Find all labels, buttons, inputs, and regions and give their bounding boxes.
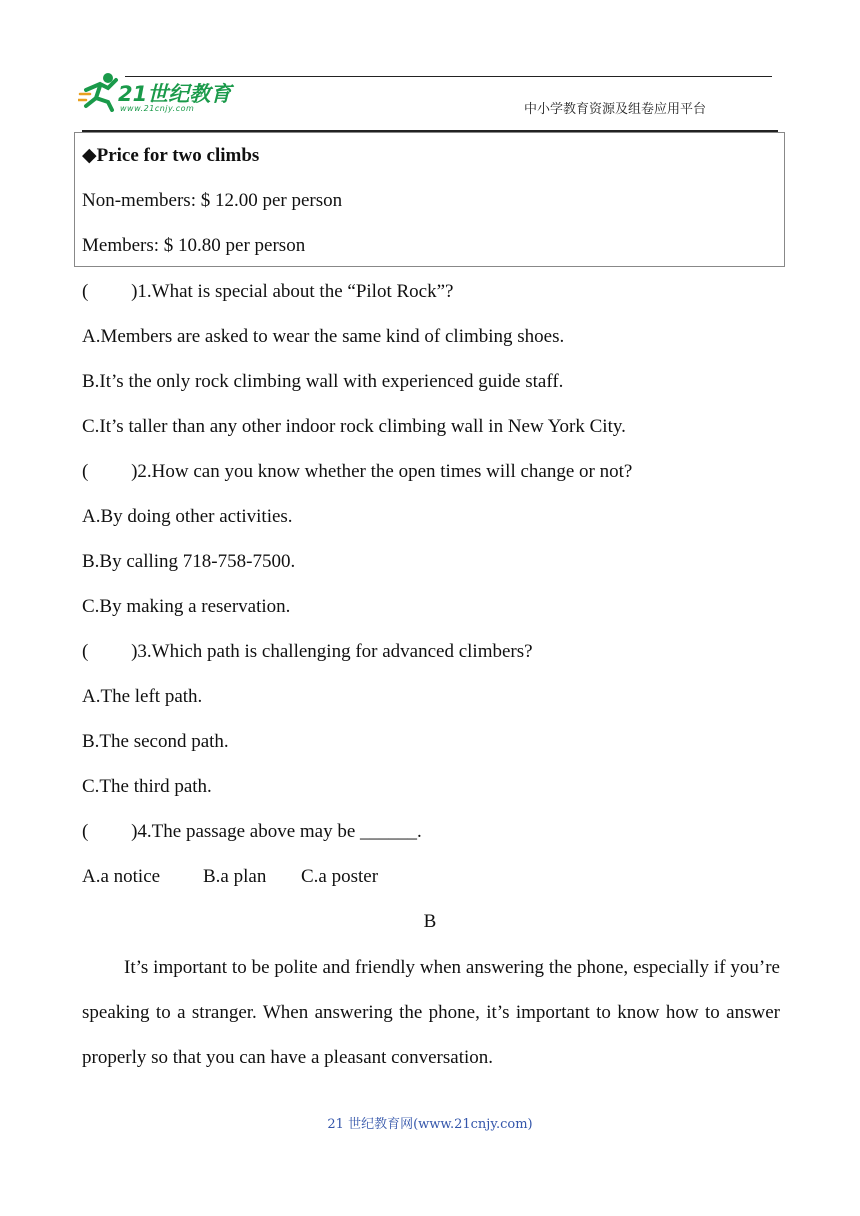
question-4-option-b: B.a plan	[203, 866, 267, 887]
question-2-option-b: B.By calling 718-758-7500.	[82, 551, 296, 572]
page-footer: 21 世纪教育网(www.21cnjy.com)	[327, 1117, 533, 1132]
header-top-rule	[125, 76, 772, 77]
question-3-stem: ( )3.Which path is challenging for advanced climbers?	[82, 641, 533, 662]
question-3-option-c: C.The third path.	[82, 776, 212, 797]
logo-url: www.21cnjy.com	[120, 104, 195, 113]
price-non-members: Non-members: $ 12.00 per person	[82, 190, 343, 211]
section-heading: B	[423, 911, 437, 932]
question-4-option-c: C.a poster	[301, 866, 379, 887]
question-1-option-b: B.It’s the only rock climbing wall with experienced guide staff.	[82, 371, 564, 392]
question-1-stem: ( )1.What is special about the “Pilot Rock”?	[82, 281, 454, 302]
question-3-option-b: B.The second path.	[82, 731, 229, 752]
price-title: ◆Price for two climbs	[82, 145, 260, 166]
question-3-option-a: A.The left path.	[82, 686, 203, 707]
question-4-option-a: A.a notice	[82, 866, 161, 887]
question-2-option-a: A.By doing other activities.	[82, 506, 293, 527]
question-1-option-c: C.It’s taller than any other indoor rock climbing wall in New York City.	[82, 416, 626, 437]
question-2-stem: ( )2.How can you know whether the open times will change or not?	[82, 461, 633, 482]
question-4-stem: ( )4.The passage above may be ______.	[82, 821, 422, 842]
price-members: Members: $ 10.80 per person	[82, 235, 306, 256]
question-1-option-a: A.Members are asked to wear the same kind of climbing shoes.	[82, 326, 565, 347]
section-b-paragraph: It’s important to be polite and friendly when answering the phone, especially if you’re speaking to a stranger. When answering the phone, it’s important to know how to answer properly so that you can have a pleasant conversation.	[82, 957, 780, 1068]
runner-logo-icon	[78, 70, 122, 112]
question-2-option-c: C.By making a reservation.	[82, 596, 291, 617]
logo-text: 21世纪教育	[118, 82, 232, 106]
platform-name: 中小学教育资源及组卷应用平台	[523, 102, 706, 117]
